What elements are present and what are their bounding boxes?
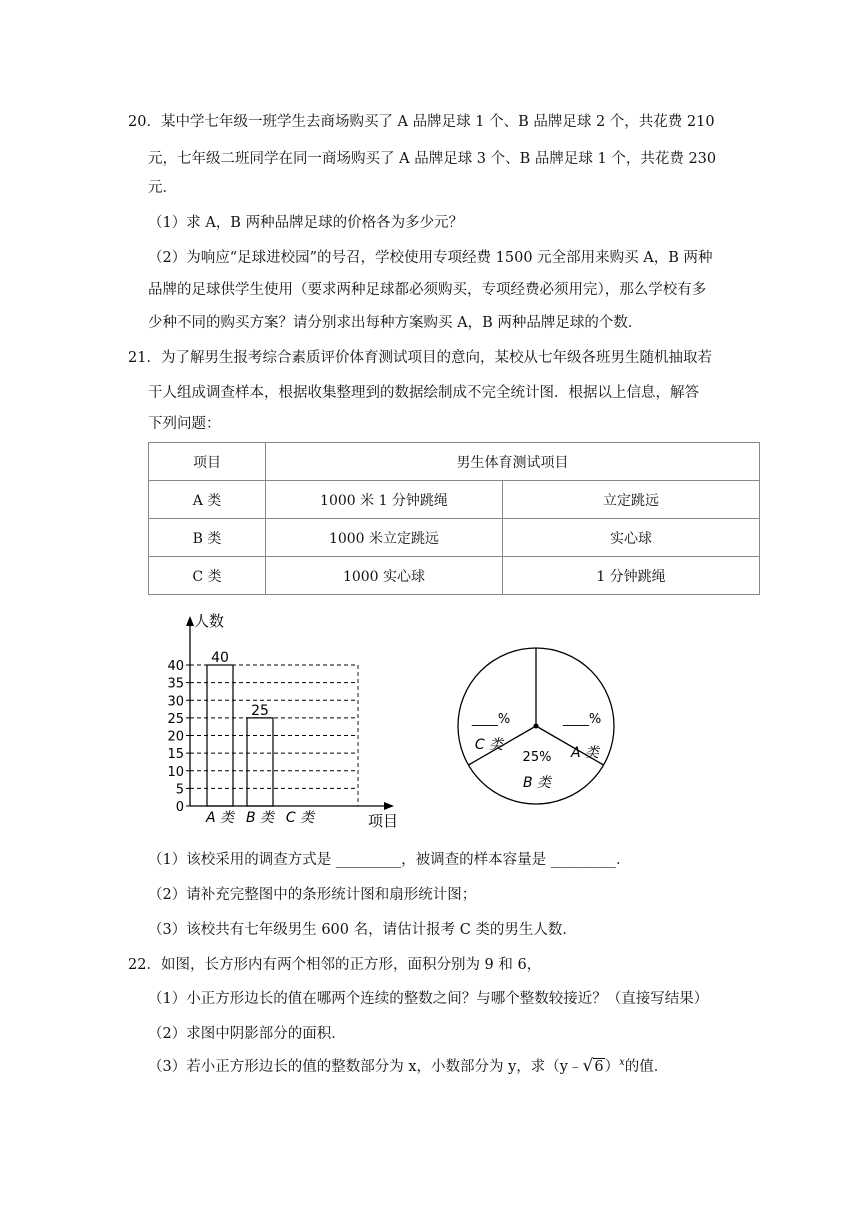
q20-part-1: （1）求 A，B 两种品牌足球的价格各为多少元？ [148,215,464,231]
q20-part-2b: 品牌的足球供学生使用（要求两种足球都必须购买，专项经费必须用完），那么学校有多 [148,282,707,298]
q20-line-2: 元，七年级二班同学在同一商场购买了 A 品牌足球 3 个、B 品牌足球 1 个，共花费 230 [148,151,717,167]
category-label: A 类 [205,810,235,826]
y-tick-label: 25 [167,711,184,727]
q20-part-2a: （2）为响应“足球进校园”的号召，学校使用专项经费 1500 元全部用来购买 A，B 两种 [148,250,713,266]
q21-line-2: 干人组成调查样本，根据收集整理到的数据绘制成不完全统计图．根据以上信息，解答 [148,385,699,401]
pie-chart [455,615,630,805]
sqrt-radicand: 6 [594,1059,604,1075]
q20-line-3: 元． [148,180,177,196]
q22-part-3-text: （3）若小正方形边长的值的整数部分为 x，小数部分为 y，求（y﹣ [148,1059,583,1075]
q22-part-3-end: 的值． [624,1059,669,1075]
table-cell: 1000 米立定跳远 [266,519,503,557]
table-cell: 1000 实心球 [266,557,503,595]
table-cell: 立定跳远 [503,481,760,519]
y-axis-arrow [186,616,194,626]
y-tick-label: 0 [175,800,184,815]
q21-part-1: （1）该校采用的调查方式是 _________，被调查的样本容量是 _________． [148,852,631,868]
category-label: B 类 [245,810,275,826]
table-header-row [149,443,760,481]
q21-part-3: （3）该校共有七年级男生 600 名，请估计报考 C 类的男生人数． [148,922,577,938]
table-cell: 实心球 [503,519,760,557]
q21-line-1: 21．为了解男生报考综合素质评价体育测试项目的意向，某校从七年级各班男生随机抽取若 [128,350,712,366]
q22-part-2: （2）求图中阴影部分的面积． [148,1026,346,1042]
y-tick-label: 40 [167,659,184,674]
sqrt-symbol: √ [582,1056,594,1076]
y-axis-label: 人数 [194,612,225,630]
category-label: C 类 [285,810,315,826]
table-header-item: 项目 [149,443,266,481]
x-axis-arrow [384,802,394,810]
bar-value-label: 25 [251,702,269,719]
q20-line-1: 20．某中学七年级一班学生去商场购买了 A 品牌足球 1 个、B 品牌足球 2 个，共花费 210 [128,114,715,130]
table-cell: B 类 [149,519,266,557]
table-cell: C 类 [149,557,266,595]
q22-line-1: 22．如图，长方形内有两个相邻的正方形，面积分别为 9 和 6， [128,957,542,973]
bar-value-label: 40 [211,650,229,666]
x-axis-label: 项目 [368,812,399,830]
table-cell: 1 分钟跳绳 [503,557,760,595]
table-cell: 1000 米 1 分钟跳绳 [266,481,503,519]
pie-percent-label: ____% [562,712,602,727]
y-tick-label: 35 [167,676,184,692]
table-header-projects: 男生体育测试项目 [266,443,760,481]
sports-items-table [148,442,760,595]
bar [247,718,273,806]
bar-chart [160,610,410,835]
q20-part-2c: 少种不同的购买方案？请分别求出每种方案购买 A，B 两种品牌足球的个数． [148,315,643,331]
table-row [149,557,760,595]
table-row [149,481,760,519]
table-row [149,519,760,557]
pie-center [534,724,539,729]
pie-slice-label: B 类 [522,775,552,791]
pie-percent-label: 25% [522,750,552,765]
pie-slice-label: A 类 [570,745,600,761]
exponent: x [619,1057,625,1069]
y-tick-label: 30 [167,694,184,710]
y-tick-label: 5 [175,782,184,798]
table-cell: A 类 [149,481,266,519]
q21-part-2: （2）请补充完整图中的条形统计图和扇形统计图； [148,887,477,903]
q21-line-3: 下列问题： [148,416,221,432]
y-tick-label: 10 [167,764,184,780]
q22-part-1: （1）小正方形边长的值在哪两个连续的整数之间？与哪个整数较接近？（直接写结果） [148,991,709,1007]
pie-percent-label: ____% [471,712,511,727]
y-tick-label: 15 [167,747,184,763]
q22-part-3 [148,1058,668,1075]
pie-slice-label: C 类 [474,737,504,753]
y-tick-label: 20 [167,729,184,745]
q22-part-3-close: ） [604,1059,620,1075]
